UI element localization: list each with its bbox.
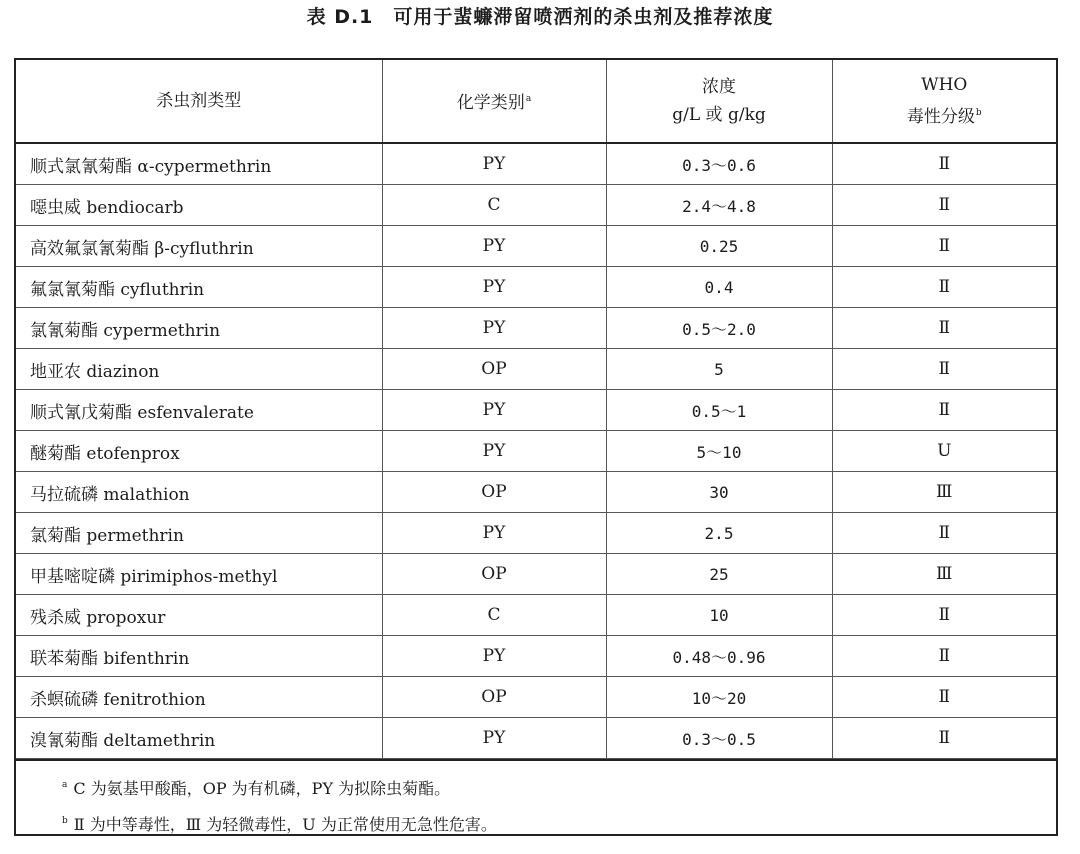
footnote-mark-a: a [525,94,532,104]
who-grade-cell: Ⅱ [832,308,1056,349]
table-row [16,554,1056,595]
chemical-class-cell: PY [382,143,606,185]
concentration-cell: 0.5～1 [606,390,832,431]
concentration-cell: 0.48～0.96 [606,636,832,677]
who-grade-cell: Ⅱ [832,226,1056,267]
concentration-cell: 0.4 [606,267,832,308]
table-footnotes [16,759,1056,841]
who-grade-cell: Ⅲ [832,554,1056,595]
header-insecticide-type-label: 杀虫剂类型 [156,91,242,111]
table-row [16,472,1056,513]
header-who-label: WHO [921,75,968,95]
footnote-a-mark: a [62,780,68,790]
chemical-class-cell: PY [382,718,606,759]
who-grade-cell: Ⅱ [832,143,1056,185]
header-concentration-label: 浓度 [702,77,736,97]
insecticide-name-cell: 氯氰菊酯 cypermethrin [16,308,382,349]
chemical-class-cell: OP [382,349,606,390]
who-grade-cell: Ⅱ [832,185,1056,226]
chemical-class-cell: PY [382,308,606,349]
who-grade-cell: Ⅲ [832,472,1056,513]
chemical-class-cell: OP [382,554,606,595]
chemical-class-cell: C [382,595,606,636]
header-insecticide-type [16,60,382,143]
chemical-class-cell: PY [382,513,606,554]
chemical-class-cell: PY [382,636,606,677]
table-caption: 表 D.1 可用于蜚蠊滞留喷洒剂的杀虫剂及推荐浓度 [306,6,774,28]
insecticide-name-cell: 顺式氰戊菊酯 esfenvalerate [16,390,382,431]
concentration-cell: 0.25 [606,226,832,267]
chemical-class-cell: PY [382,267,606,308]
insecticide-table [16,60,1056,759]
table-row [16,267,1056,308]
header-concentration-unit: g/L 或 g/kg [672,105,766,125]
insecticide-name-cell: 醚菊酯 etofenprox [16,431,382,472]
footnote-b-mark: b [62,816,68,826]
table-row [16,349,1056,390]
header-who-toxicity [832,60,1056,143]
header-toxicity-grade-label: 毒性分级 [906,107,975,127]
concentration-cell: 0.5～2.0 [606,308,832,349]
header-chemical-class [382,60,606,143]
header-chemical-class-label: 化学类别 [456,93,525,113]
chemical-class-cell: C [382,185,606,226]
table-row [16,226,1056,267]
who-grade-cell: Ⅱ [832,636,1056,677]
insecticide-name-cell: 噁虫威 bendiocarb [16,185,382,226]
table-frame [14,58,1058,836]
who-grade-cell: U [832,431,1056,472]
insecticide-name-cell: 高效氟氯氰菊酯 β-cyfluthrin [16,226,382,267]
chemical-class-cell: OP [382,677,606,718]
insecticide-name-cell: 甲基嘧啶磷 pirimiphos-methyl [16,554,382,595]
who-grade-cell: Ⅱ [832,267,1056,308]
table-row [16,143,1056,185]
footnote-a [62,769,1056,805]
table-row [16,185,1056,226]
who-grade-cell: Ⅱ [832,677,1056,718]
insecticide-name-cell: 地亚农 diazinon [16,349,382,390]
insecticide-name-cell: 氯菊酯 permethrin [16,513,382,554]
who-grade-cell: Ⅱ [832,595,1056,636]
insecticide-name-cell: 残杀威 propoxur [16,595,382,636]
concentration-cell: 5 [606,349,832,390]
concentration-cell: 30 [606,472,832,513]
concentration-cell: 2.5 [606,513,832,554]
footnote-mark-b: b [975,108,982,118]
who-grade-cell: Ⅱ [832,390,1056,431]
table-row [16,595,1056,636]
concentration-cell: 25 [606,554,832,595]
table-row [16,390,1056,431]
table-row [16,718,1056,759]
insecticide-name-cell: 联苯菊酯 bifenthrin [16,636,382,677]
concentration-cell: 0.3～0.5 [606,718,832,759]
insecticide-name-cell: 马拉硫磷 malathion [16,472,382,513]
who-grade-cell: Ⅱ [832,349,1056,390]
insecticide-name-cell: 氟氯氰菊酯 cyfluthrin [16,267,382,308]
table-body [16,143,1056,759]
table-row [16,431,1056,472]
insecticide-name-cell: 溴氰菊酯 deltamethrin [16,718,382,759]
who-grade-cell: Ⅱ [832,718,1056,759]
footnote-a-text: C 为氨基甲酸酯，OP 为有机磷，PY 为拟除虫菊酯。 [73,779,451,798]
concentration-cell: 2.4～4.8 [606,185,832,226]
concentration-cell: 10～20 [606,677,832,718]
concentration-cell: 0.3～0.6 [606,143,832,185]
table-header-row [16,60,1056,143]
table-row [16,308,1056,349]
chemical-class-cell: PY [382,431,606,472]
table-row [16,513,1056,554]
concentration-cell: 5～10 [606,431,832,472]
header-concentration [606,60,832,143]
footnote-b-text: Ⅱ 为中等毒性，Ⅲ 为轻微毒性，U 为正常使用无急性危害。 [73,815,497,834]
insecticide-name-cell: 顺式氯氰菊酯 α-cypermethrin [16,143,382,185]
who-grade-cell: Ⅱ [832,513,1056,554]
chemical-class-cell: OP [382,472,606,513]
concentration-cell: 10 [606,595,832,636]
footnote-b [62,805,1056,841]
insecticide-name-cell: 杀螟硫磷 fenitrothion [16,677,382,718]
table-row [16,636,1056,677]
chemical-class-cell: PY [382,390,606,431]
chemical-class-cell: PY [382,226,606,267]
table-row [16,677,1056,718]
